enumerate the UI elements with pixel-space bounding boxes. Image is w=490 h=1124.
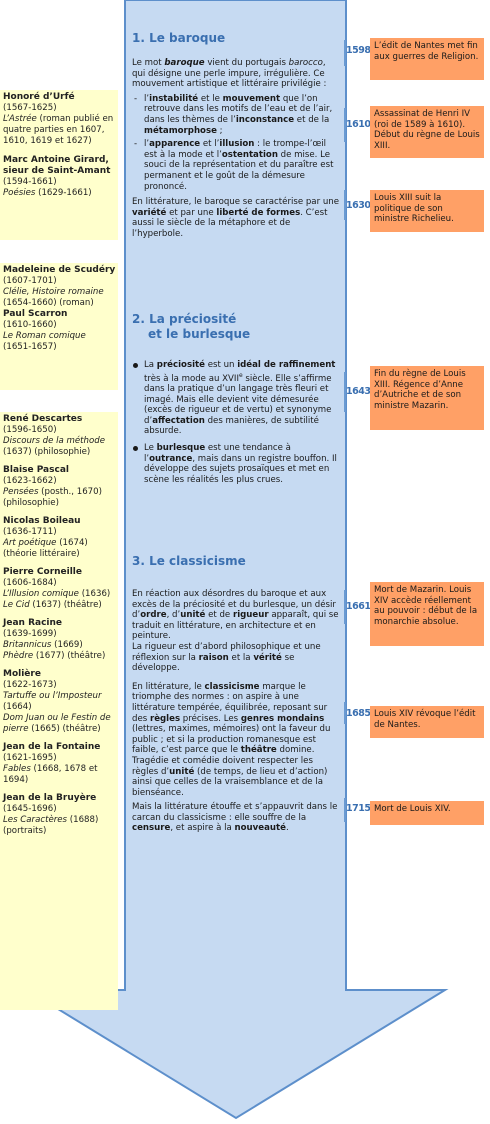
- author-dates: (1606-1684): [3, 578, 57, 588]
- author-dates: (1567-1625): [3, 103, 57, 113]
- baroque-outro: En littérature, le baroque se caractérise par une variété et par une liberté de formes. C’est aussi le siècle de la métaphore et de l’hyperbole.: [132, 197, 340, 239]
- author-name: Pierre Corneille: [3, 567, 82, 577]
- timeline-event: L’édit de Nantes met fin aux guerres de Religion.: [370, 38, 484, 80]
- author-work: Phèdre (1677) (théâtre): [3, 651, 106, 661]
- preciosite-text: [132, 360, 341, 488]
- author-dates: (1623-1662): [3, 476, 57, 486]
- author-dates: (1607-1701): [3, 276, 57, 286]
- classicisme-p2: La rigueur est d’abord philosophique et une réflexion sur la raison et la vérité se développe.: [132, 641, 321, 674]
- author-dates: (1622-1673): [3, 680, 57, 690]
- author-dates: (1594-1661): [3, 177, 57, 187]
- author-work: Dom Juan ou le Festin de pierre (1665) (théâtre): [3, 713, 111, 734]
- author-work: Britannicus (1669): [3, 640, 83, 650]
- author-work: Les Caractères (1688) (portraits): [3, 815, 99, 836]
- author-work: Poésies (1629-1661): [3, 188, 92, 198]
- author-work: Tartuffe ou l’Imposteur (1664): [3, 691, 102, 712]
- author-name: Blaise Pascal: [3, 465, 69, 475]
- author-name: Honoré d’Urfé: [3, 92, 75, 102]
- author-work: Pensées (posth., 1670) (philosophie): [3, 487, 102, 508]
- preciosite-bullets: [132, 360, 341, 485]
- classicisme-p3: En littérature, le classicisme marque le triomphe des normes : on aspire à une littérature tempérée, équilibrée, reposant sur des règles précises. Les genres mondains (lettres, maximes, mémoires) ont la faveur du public ; et si la production romanesque est faible, c’est parce que le théâtre domine. Tragédie et comédie doivent respecter les règles d’unité (de temps, de lieu et d’action) ainsi que celles de la vraisemblance et de la bienséance.: [132, 681, 331, 798]
- timeline-year: 1630: [346, 200, 371, 211]
- list-item: - l’instabilité et le mouvement que l’on retrouve dans les motifs de l’eau et de l’air, dans les thèmes de l’inconstance et de la métamorphose ;: [134, 93, 333, 136]
- section-title-classicisme: 3. Le classicisme: [132, 554, 246, 568]
- classicisme-p1: En réaction aux désordres du baroque et aux excès de la préciosité et du burlesque, un désir d’ordre, d’unité et de rigueur apparaît, qui se traduit en littérature, en architecture et en peinture.: [132, 589, 339, 642]
- timeline-event: Fin du règne de Louis XIII. Régence d’Anne d’Autriche et de son ministre Mazarin.: [370, 366, 484, 430]
- timeline-event: Louis XIV révoque l’édit de Nantes.: [370, 706, 484, 738]
- author-name: Jean Racine: [3, 618, 63, 628]
- author-name: Marc Antoine Girard, sieur de Saint-Amant: [3, 155, 111, 176]
- author-work: L’Astrée (roman publié en quatre parties en 1607, 1610, 1619 et 1627): [3, 114, 114, 146]
- author-name: Jean de la Bruyère: [3, 793, 97, 803]
- author-name: Jean de la Fontaine: [3, 742, 101, 752]
- classicisme-p4: Mais la littérature étouffe et s’appauvrit dans le carcan du classicisme : elle souffre de la censure, et aspire à la nouveauté.: [132, 802, 338, 834]
- author-dates: (1596-1650): [3, 425, 57, 435]
- author-work: Fables (1668, 1678 et 1694): [3, 764, 98, 785]
- timeline-event: Mort de Mazarin. Louis XIV accède réellement au pouvoir : début de la monarchie absolue.: [370, 582, 484, 646]
- author-work: Le Cid (1637) (théâtre): [3, 600, 102, 610]
- author-name: Molière: [3, 669, 41, 679]
- author-name: Nicolas Boileau: [3, 516, 81, 526]
- timeline-year: 1685: [346, 708, 371, 719]
- author-dates: (1610-1660): [3, 320, 57, 330]
- author-name: Madeleine de Scudéry: [3, 265, 116, 275]
- baroque-bullets: [132, 94, 341, 192]
- section-title-preciosite: 2. La préciosité et le burlesque: [132, 312, 251, 341]
- author-dates: (1621-1695): [3, 753, 57, 763]
- timeline-event: Louis XIII suit la politique de son ministre Richelieu.: [370, 190, 484, 232]
- list-item: La préciosité est un idéal de raffinement très à la mode au XVIIe siècle. Elle s’affirme dans la pratique d’un langage très fleuri et imagé. Mais elle devient vite démesurée (excès de rigueur et de vertu) et synonyme d’affectation des manières, de subtilité absurde.: [132, 360, 341, 437]
- author-work: Discours de la méthode (1637) (philosophie): [3, 436, 105, 457]
- author-name: Paul Scarron: [3, 309, 68, 319]
- author-card: [0, 412, 118, 1010]
- baroque-intro: Le mot baroque vient du portugais barocco, qui désigne une perle impure, irrégulière. Ce mouvement artistique et littéraire privilégie :: [132, 58, 327, 90]
- author-name: René Descartes: [3, 414, 83, 424]
- classicisme-text: [132, 589, 341, 838]
- timeline-year: 1643: [346, 386, 371, 397]
- list-item: - l’apparence et l’illusion : le trompe-l’œil est à la mode et l’ostentation de mise. Le souci de la représentation et du paraître est permanent et le goût de la démesure prononcé.: [134, 139, 334, 192]
- timeline-year: 1598: [346, 45, 371, 56]
- section-title-baroque: 1. Le baroque: [132, 31, 226, 45]
- author-card: [0, 263, 118, 390]
- author-work: L’Illusion comique (1636): [3, 589, 111, 599]
- author-work: Le Roman comique (1651-1657): [3, 331, 86, 352]
- author-dates: (1645-1696): [3, 804, 57, 814]
- baroque-text: [132, 58, 341, 244]
- timeline-year: 1715: [346, 803, 371, 814]
- author-dates: (1639-1699): [3, 629, 57, 639]
- author-work: Clélie, Histoire romaine (1654-1660) (roman): [3, 287, 104, 308]
- timeline-event: Mort de Louis XIV.: [370, 801, 484, 825]
- timeline-event: Assassinat de Henri IV (roi de 1589 à 1610). Début du règne de Louis XIII.: [370, 106, 484, 158]
- list-item: Le burlesque est une tendance à l’outrance, mais dans un registre bouffon. Il développe des sujets prosaïques et met en scène les réalités les plus crues.: [132, 443, 341, 485]
- timeline-year: 1661: [346, 601, 371, 612]
- author-work: Art poétique (1674) (théorie littéraire): [3, 538, 88, 559]
- author-dates: (1636-1711): [3, 527, 57, 537]
- timeline-year: 1610: [346, 119, 371, 130]
- author-card: [0, 90, 118, 240]
